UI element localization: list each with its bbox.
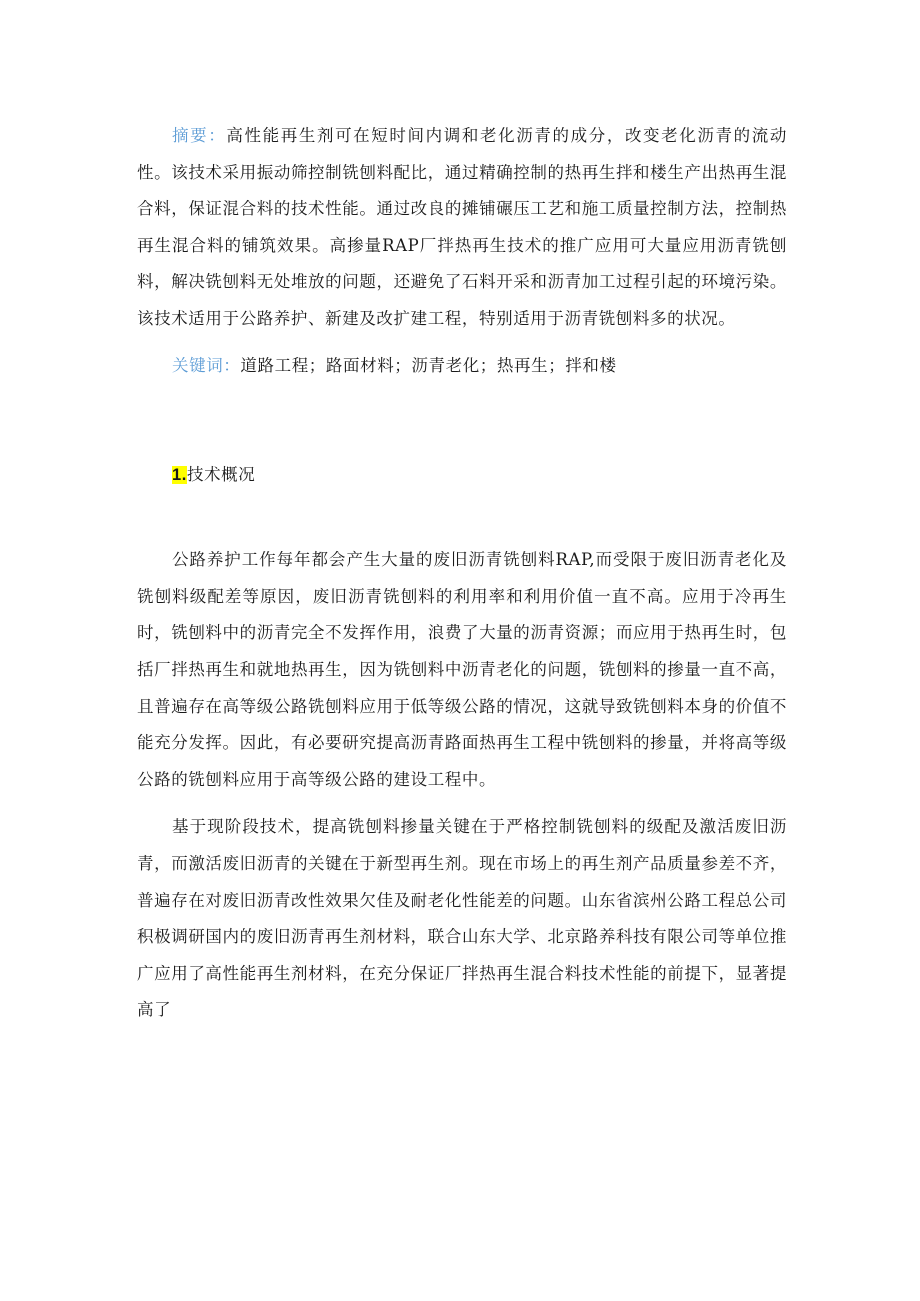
section-heading [137, 460, 787, 490]
section-title: 技术概况 [186, 465, 256, 485]
body-paragraph: 公路养护工作每年都会产生大量的废旧沥青铣刨料RAP,而受限于废旧沥青老化及铣刨料级配差等原因，废旧沥青铣刨料的利用率和利用价值一直不高。应用于冷再生时，铣刨料中的沥青完全不发挥作用，浪费了大量的沥青资源；而应用于热再生时，包括厂拌热再生和就地热再生，因为铣刨料中沥青老化的问题，铣刨料的掺量一直不高，且普遍存在高等级公路铣刨料应用于低等级公路的情况，这就导致铣刨料本身的价值不能充分发挥。因此，有必要研究提高沥青路面热再生工程中铣刨料的掺量，并将高等级公路的铣刨料应用于高等级公路的建设工程中。 [137, 550, 787, 789]
abstract-label: 摘要： [172, 126, 227, 145]
keywords-text: 道路工程；路面材料；沥青老化；热再生；拌和楼 [240, 355, 617, 375]
abstract-text: 高性能再生剂可在短时间内调和老化沥青的成分，改变老化沥青的流动性。该技术采用振动筛控制铣刨料配比，通过精确控制的热再生拌和楼生产出热再生混合料，保证混合料的技术性能。通过改良的摊铺碾压工艺和施工质量控制方法，控制热再生混合料的铺筑效果。高掺量RAP厂拌热再生技术的推广应用可大量应用沥青铣刨料，解决铣刨料无处堆放的问题，还避免了石料开采和沥青加工过程引起的环境污染。该技术适用于公路养护、新建及改扩建工程，特别适用于沥青铣刨料多的状况。 [137, 126, 787, 328]
keywords-label: 关键词： [172, 355, 241, 375]
document-page [137, 118, 787, 1029]
section-number: 1. [172, 466, 187, 485]
section-body [137, 542, 787, 1029]
body-paragraph: 基于现阶段技术，提高铣刨料掺量关键在于严格控制铣刨料的级配及激活废旧沥青，而激活废旧沥青的关键在于新型再生剂。现在市场上的再生剂产品质量参差不齐，普遍存在对废旧沥青改性效果欠佳及耐老化性能差的问题。山东省滨州公路工程总公司积极调研国内的废旧沥青再生剂材料，联合山东大学、北京路养科技有限公司等单位推广应用了高性能再生剂材料，在充分保证厂拌热再生混合料技术性能的前提下，显著提高了 [137, 817, 787, 1020]
abstract-paragraph [137, 118, 787, 338]
keywords-paragraph [137, 348, 787, 385]
